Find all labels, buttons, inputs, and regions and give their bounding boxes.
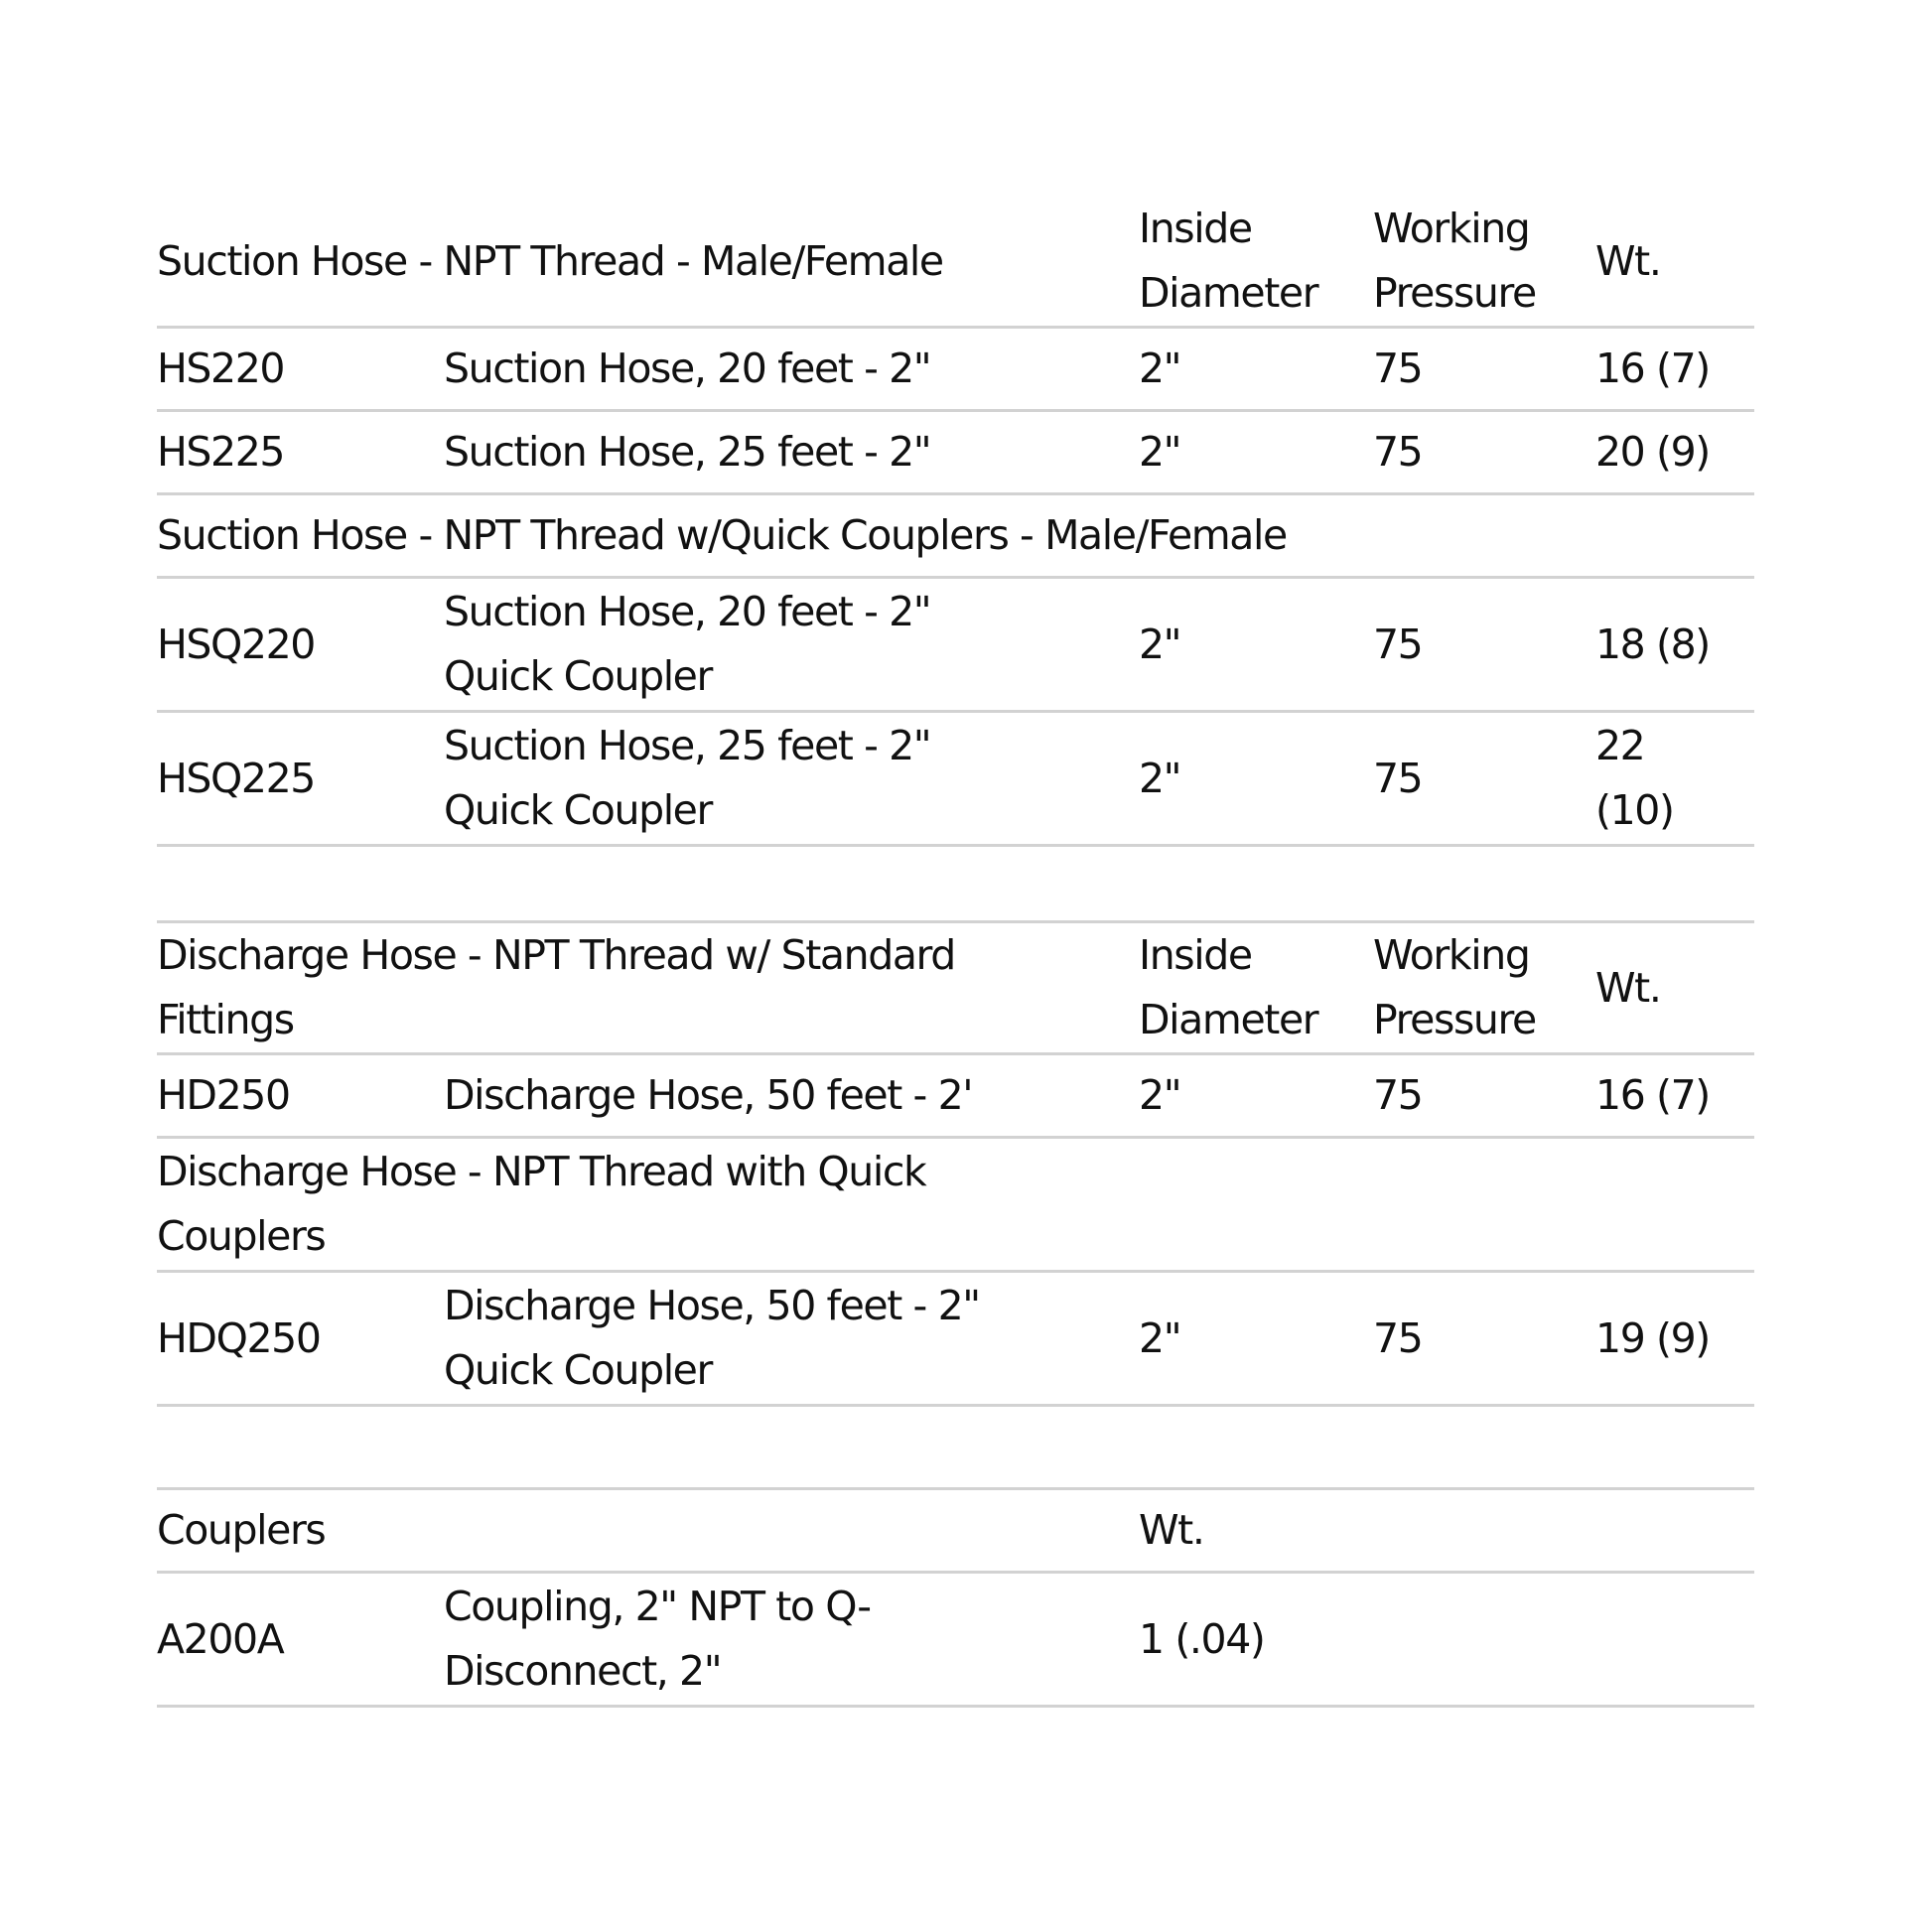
subsection-title-line: Suction Hose - NPT Thread w/Quick Couplers - Male/Female [157, 511, 1287, 559]
description [444, 1573, 1139, 1707]
weight-line: 16 (7) [1595, 345, 1710, 392]
weight-line: (10) [1595, 786, 1674, 834]
weight [1595, 1272, 1754, 1406]
working-pressure: 75 [1373, 1272, 1595, 1406]
inside-diameter: 2" [1139, 712, 1373, 846]
table-row [157, 411, 1754, 494]
description-line: Disconnect, 2" [444, 1647, 722, 1695]
weight-line: 20 (9) [1595, 428, 1710, 476]
weight [1595, 328, 1754, 411]
description [444, 712, 1139, 846]
description-line: Discharge Hose, 50 feet - 2" [444, 1282, 980, 1329]
description [444, 1054, 1139, 1138]
part-number: HD250 [157, 1054, 444, 1138]
working-pressure: 75 [1373, 712, 1595, 846]
weight [1595, 578, 1754, 712]
description-line: Discharge Hose, 50 feet - 2' [444, 1071, 973, 1119]
working-pressure: 75 [1373, 578, 1595, 712]
table-header-row [157, 1489, 1754, 1573]
header-line: Inside [1139, 931, 1252, 979]
empty-cell [1595, 1573, 1754, 1707]
description-line: Quick Coupler [444, 652, 712, 700]
subsection-row [157, 494, 1754, 578]
empty-cell [1373, 1573, 1595, 1707]
weight-line: 22 [1595, 722, 1645, 769]
table-header-row [157, 197, 1754, 328]
header-weight: Wt. [1139, 1489, 1373, 1573]
weight [1595, 411, 1754, 494]
subsection-title-line: Discharge Hose - NPT Thread with Quick [157, 1148, 926, 1195]
description-line: Suction Hose, 20 feet - 2" [444, 345, 931, 392]
empty-cell [1595, 1489, 1754, 1573]
table-row [157, 1054, 1754, 1138]
part-number: HSQ225 [157, 712, 444, 846]
description [444, 578, 1139, 712]
subsection-title [157, 1138, 1754, 1272]
header-weight: Wt. [1595, 197, 1754, 328]
inside-diameter: 2" [1139, 411, 1373, 494]
couplers-table [157, 1487, 1754, 1708]
weight-line: 18 (8) [1595, 620, 1710, 668]
inside-diameter: 2" [1139, 1054, 1373, 1138]
table-header-row [157, 922, 1754, 1054]
header-line: Diameter [1139, 269, 1318, 317]
table-row [157, 1573, 1754, 1707]
section-title [157, 922, 1139, 1054]
working-pressure: 75 [1373, 328, 1595, 411]
part-number: HS220 [157, 328, 444, 411]
header-working-pressure [1373, 922, 1595, 1054]
weight: 1 (.04) [1139, 1573, 1373, 1707]
part-number: HS225 [157, 411, 444, 494]
header-weight: Wt. [1595, 922, 1754, 1054]
suction-hose-table [157, 197, 1754, 847]
header-line: Pressure [1373, 996, 1536, 1043]
description-line: Quick Coupler [444, 786, 712, 834]
part-number: HSQ220 [157, 578, 444, 712]
description [444, 1272, 1139, 1406]
description [444, 411, 1139, 494]
table-row [157, 328, 1754, 411]
weight-line: 19 (9) [1595, 1313, 1710, 1362]
subsection-title [157, 494, 1754, 578]
header-working-pressure [1373, 197, 1595, 328]
working-pressure: 75 [1373, 411, 1595, 494]
header-line: Working [1373, 205, 1530, 252]
weight-line: 16 (7) [1595, 1071, 1710, 1119]
table-row [157, 712, 1754, 846]
working-pressure: 75 [1373, 1054, 1595, 1138]
section-title [157, 197, 1139, 328]
description-line: Suction Hose, 25 feet - 2" [444, 722, 931, 769]
description-line: Suction Hose, 25 feet - 2" [444, 428, 931, 476]
header-inside-diameter [1139, 197, 1373, 328]
section-title-line: Fittings [157, 996, 294, 1043]
empty-cell [1373, 1489, 1595, 1573]
part-number: HDQ250 [157, 1272, 444, 1406]
subsection-row [157, 1138, 1754, 1272]
header-line: Pressure [1373, 269, 1536, 317]
inside-diameter: 2" [1139, 578, 1373, 712]
section-title-line: Discharge Hose - NPT Thread w/ Standard [157, 931, 955, 979]
header-line: Diameter [1139, 996, 1318, 1043]
description [444, 328, 1139, 411]
description-line: Suction Hose, 20 feet - 2" [444, 588, 931, 635]
header-inside-diameter [1139, 922, 1373, 1054]
header-line: Working [1373, 931, 1530, 979]
section-title: Couplers [157, 1489, 1139, 1573]
discharge-hose-table [157, 920, 1754, 1407]
weight [1595, 1054, 1754, 1138]
table-row [157, 1272, 1754, 1406]
weight [1595, 712, 1754, 846]
header-line: Inside [1139, 205, 1252, 252]
inside-diameter: 2" [1139, 328, 1373, 411]
description-line: Coupling, 2" NPT to Q- [444, 1583, 871, 1630]
part-number: A200A [157, 1573, 444, 1707]
subsection-title-line: Couplers [157, 1212, 326, 1260]
section-title-line: Suction Hose - NPT Thread - Male/Female [157, 236, 943, 285]
table-row [157, 578, 1754, 712]
description-line: Quick Coupler [444, 1346, 712, 1394]
inside-diameter: 2" [1139, 1272, 1373, 1406]
